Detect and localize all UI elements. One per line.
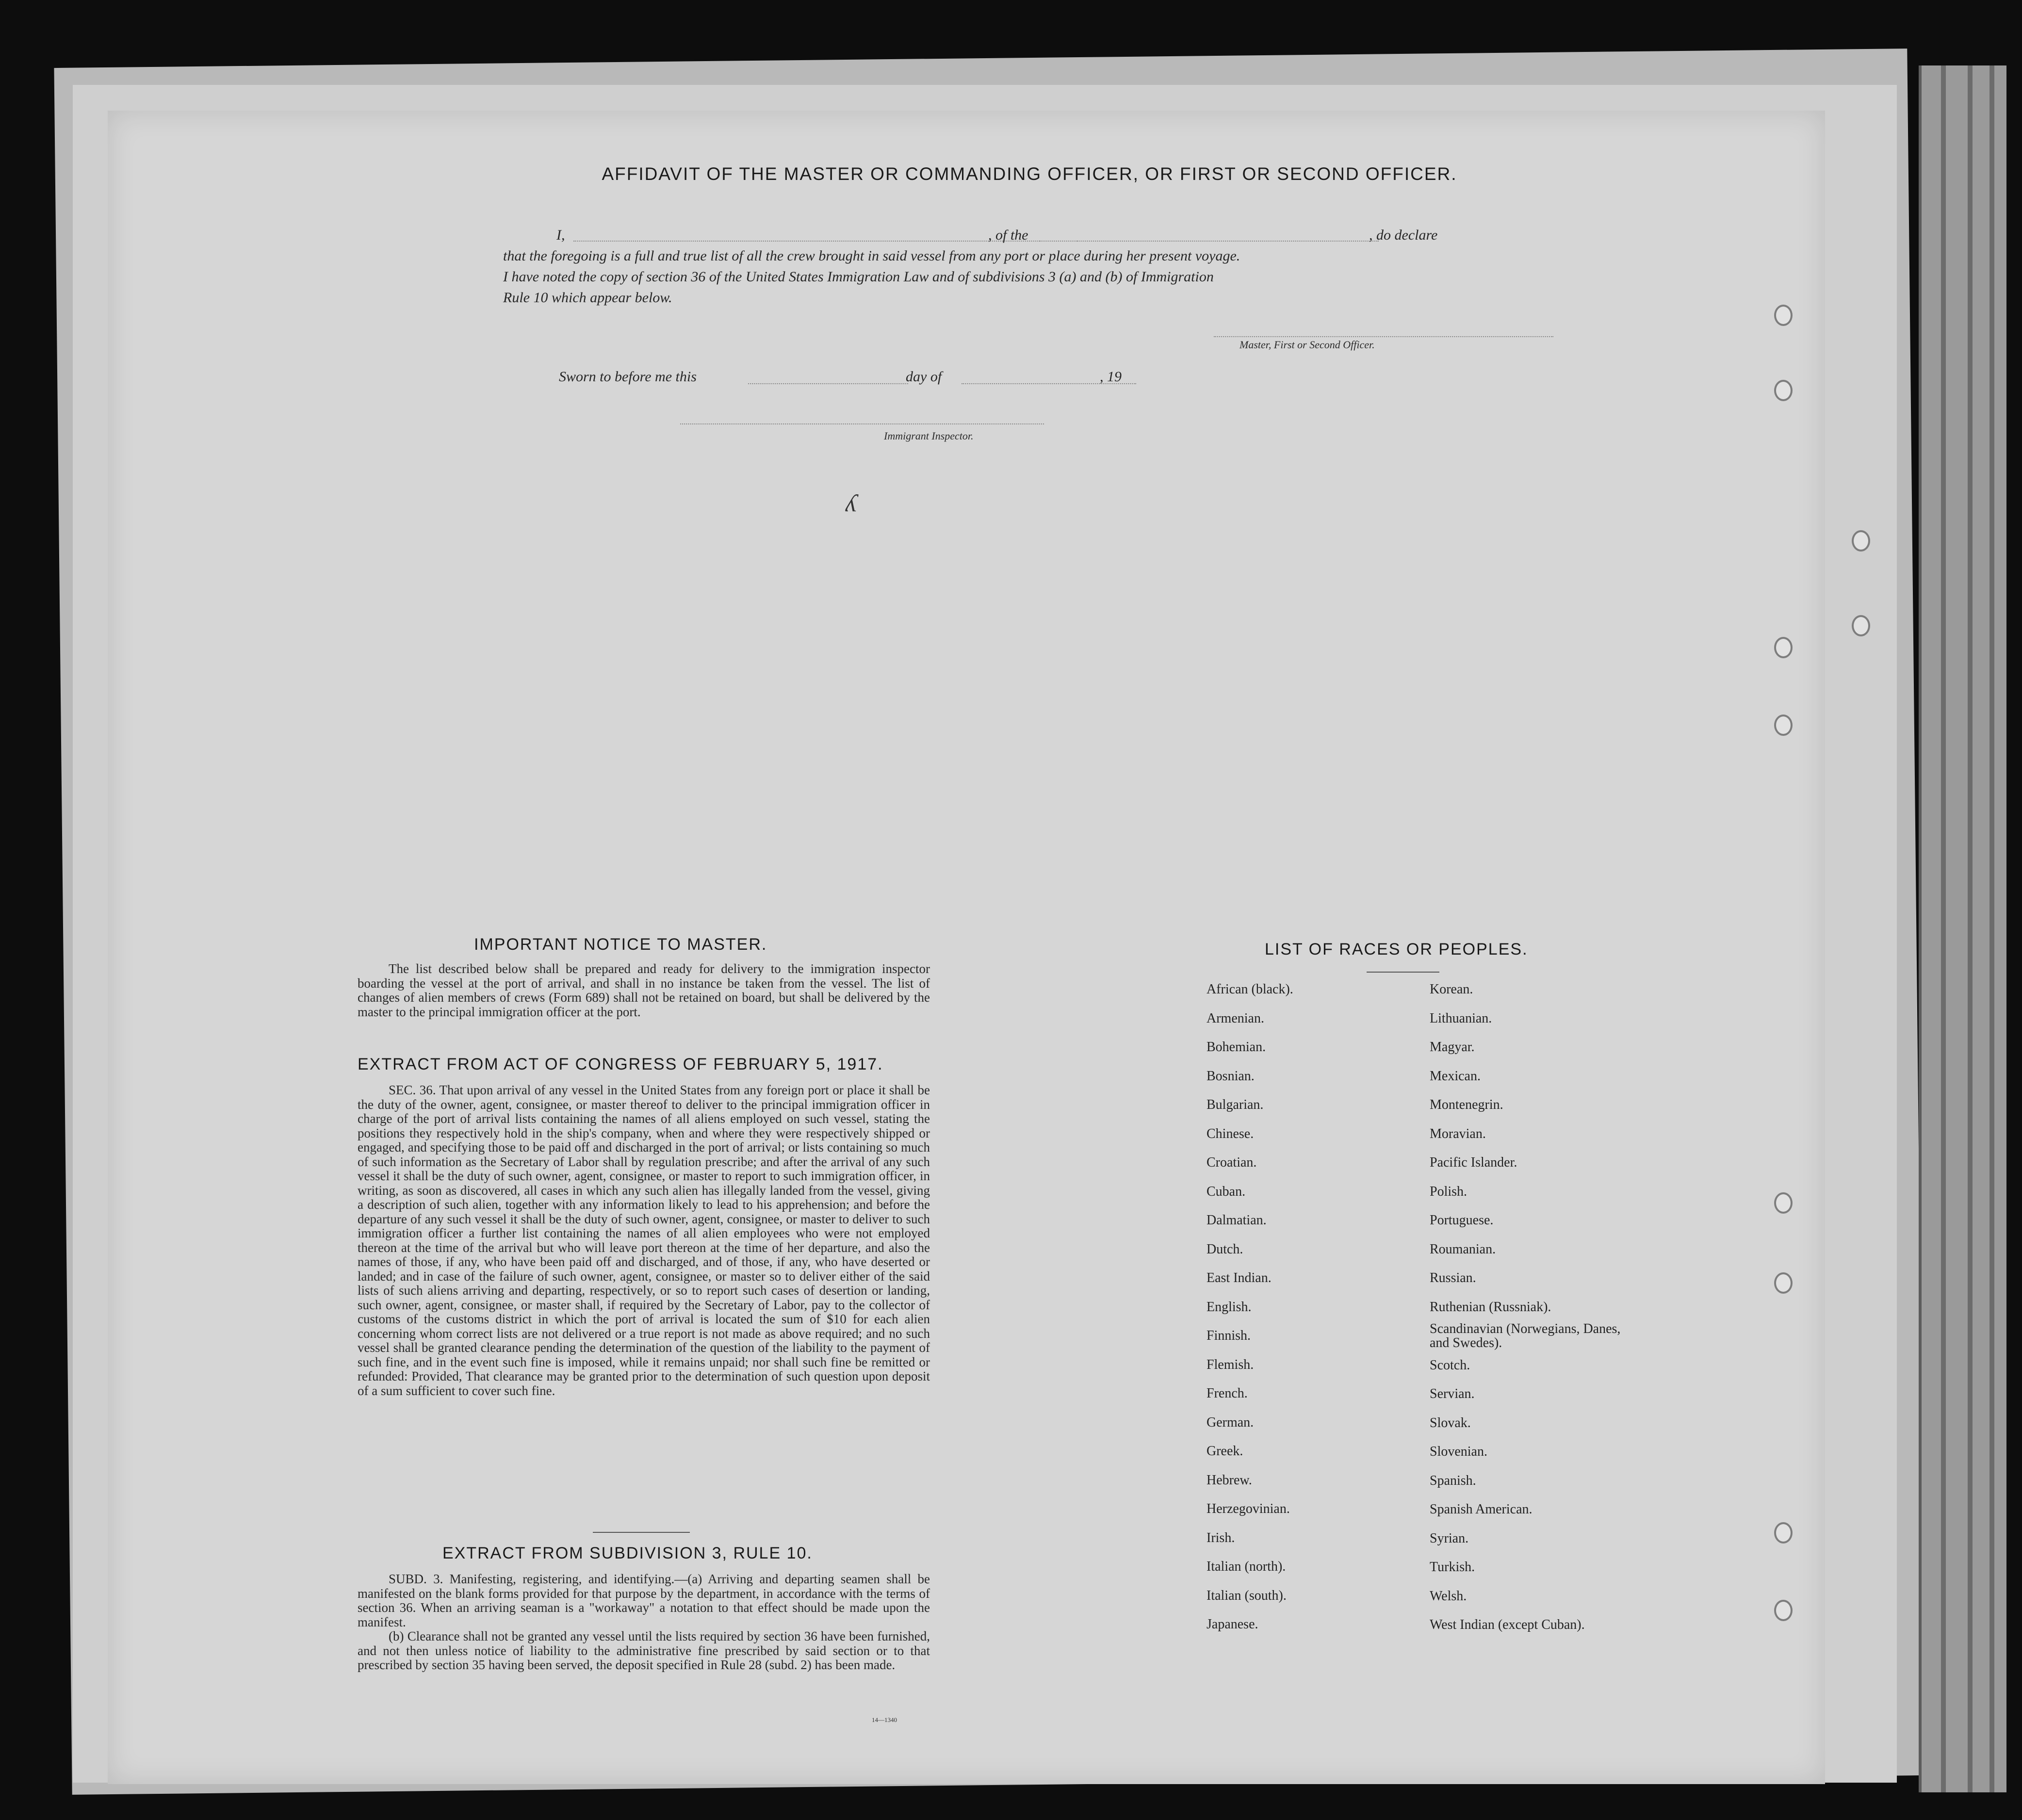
race-item: Polish. xyxy=(1430,1184,1468,1199)
day-of-text: day of xyxy=(906,369,942,385)
pencil-mark: ʎ xyxy=(845,489,857,517)
race-item: Magyar. xyxy=(1430,1040,1475,1055)
race-item: Finnish. xyxy=(1207,1328,1251,1343)
race-item: Spanish. xyxy=(1430,1473,1476,1488)
notice-paragraph: The list described below shall be prepared and ready for delivery to the immigration inspector boarding the vessel at the port of arrival, and shall in no instance be taken from the vessel. The list of changes of alien members of crews (Form 689) shall not be retained on board, but shall be delivered by the master to the principal immigration officer at the port. xyxy=(358,961,930,1019)
race-item: Greek. xyxy=(1207,1444,1243,1459)
races-right-column xyxy=(1430,975,1633,1640)
race-item: Herzegovinian. xyxy=(1207,1501,1290,1516)
race-item: Korean. xyxy=(1430,982,1473,997)
affidavit-line2: that the foregoing is a full and true list of all the crew brought in said vessel from any port or place during her present voyage. xyxy=(503,248,1240,264)
race-item: Japanese. xyxy=(1207,1617,1258,1632)
act-paragraph: SEC. 36. That upon arrival of any vessel in the United States from any foreign port or place it shall be the duty of the owner, agent, consignee, or master thereof to deliver to the principal immigration officer in charge of the port of arrival lists containing the names of all aliens employed on such vessel, stating the positions they respectively hold in the ship's company, when and where they were respectively shipped or engaged, and specifying those to be paid off and discharged in the port of arrival; or lists containing so much of such information as the Secretary of Labor shall by regulation prescribe; and after the arrival of any such vessel it shall be the duty of such owner, agent, consignee, or master to report to such immigration officer, in writing, as soon as discovered, all cases in which any such alien has illegally landed from the vessel, giving a description of such alien, together with any information likely to lead to his apprehension; and before the departure of any such vessel it shall be the duty of such owner, agent, consignee, or master to deliver to such immigration officer a further list containing the names of all alien employees who were not employed thereon at the time of the arrival but who will leave port thereon at the time of her departure, and also the names of those, if any, who have been paid off and discharged, and of those, if any, who have deserted or landed; and in case of the failure of such owner, agent, consignee, or master so to deliver either of the said lists of such aliens arriving and departing, respectively, or so to report such cases of desertion or landing, such owner, agent, consignee, or master shall, if required by the Secretary of Labor, pay to the collector of customs of the customs district in which the port of arrival is located the sum of $10 for each alien concerning whom correct lists are not delivered or a true report is not made as above required; and no such vessel shall be granted clearance pending the determination of the question of the liability to the payment of such fine, and in the event such fine is imposed, while it remains unpaid; nor shall such fine be remitted or refunded: Provided, That clearance may be granted prior to the determination of such question upon deposit of a sum sufficient to cover such fine. xyxy=(358,1083,930,1398)
race-item: Turkish. xyxy=(1430,1560,1475,1575)
affidavit-declare: , do declare xyxy=(1369,227,1438,243)
punch-hole xyxy=(1852,615,1870,636)
affidavit-page xyxy=(108,111,1825,1784)
rule-heading: EXTRACT FROM SUBDIVISION 3, RULE 10. xyxy=(442,1544,813,1562)
race-item: Italian (south). xyxy=(1207,1588,1287,1603)
races-heading: LIST OF RACES OR PEOPLES. xyxy=(1265,940,1528,959)
races-left-column xyxy=(1207,975,1293,1639)
race-item: Bohemian. xyxy=(1207,1040,1266,1055)
race-item: Ruthenian (Russniak). xyxy=(1430,1299,1551,1315)
form-number: 14—1340 xyxy=(872,1716,897,1723)
race-item: Croatian. xyxy=(1207,1155,1257,1170)
inspector-label: Immigrant Inspector. xyxy=(884,430,974,442)
rule-paragraph-b: (b) Clearance shall not be granted any vessel until the lists required by section 36 have been furnished, and not then unless notice of liability to the administrative fine prescribed by said section or to that prescribed by section 35 having been served, the deposit specified in Rule 28 (subd. 2) has been made. xyxy=(358,1629,930,1672)
punch-hole xyxy=(1774,305,1793,326)
race-item: Mexican. xyxy=(1430,1068,1481,1084)
race-item: Bulgarian. xyxy=(1207,1097,1264,1112)
race-item: Flemish. xyxy=(1207,1357,1254,1372)
affidavit-title: AFFIDAVIT OF THE MASTER OR COMMANDING OFFICER, OR FIRST OR SECOND OFFICER. xyxy=(602,164,1457,184)
divider xyxy=(593,1532,690,1533)
blank-inspector xyxy=(680,423,1044,424)
race-item: Scotch. xyxy=(1430,1357,1470,1373)
race-item: Chinese. xyxy=(1207,1126,1254,1141)
race-item: Armenian. xyxy=(1207,1010,1264,1026)
race-item: Scandinavian (Norwegians, Danes, and Swedes). xyxy=(1430,1321,1621,1350)
race-item: English. xyxy=(1207,1299,1252,1315)
race-item: Moravian. xyxy=(1430,1126,1486,1141)
race-item: Roumanian. xyxy=(1430,1241,1496,1257)
race-item: Pacific Islander. xyxy=(1430,1155,1517,1170)
punch-hole xyxy=(1774,637,1793,658)
race-item: Hebrew. xyxy=(1207,1472,1252,1488)
race-item: Dalmatian. xyxy=(1207,1213,1267,1228)
rule-paragraph-a: SUBD. 3. Manifesting, registering, and identifying.—(a) Arriving and departing seamen shall be manifested on the blank forms provided for that purpose by the department, in accordance with the terms of section 36. When an arriving seaman is a "workaway" a notation to that effect should be made upon the manifest. xyxy=(358,1572,930,1629)
punch-hole xyxy=(1852,530,1870,552)
binder-edge xyxy=(1919,65,2006,1792)
divider xyxy=(1367,972,1439,973)
rule-text xyxy=(358,1572,930,1673)
act-text xyxy=(358,1083,930,1398)
punch-hole xyxy=(1774,1272,1793,1294)
affidavit-line3: I have noted the copy of section 36 of the United States Immigration Law and of subdivisions 3 (a) and (b) of Immigration xyxy=(503,269,1214,285)
race-item: Spanish American. xyxy=(1430,1502,1533,1517)
punch-hole xyxy=(1774,1192,1793,1214)
blank-vessel xyxy=(1039,241,1379,242)
punch-hole xyxy=(1774,715,1793,736)
affidavit-line4: Rule 10 which appear below. xyxy=(503,290,672,306)
race-item: East Indian. xyxy=(1207,1270,1272,1285)
race-item: Servian. xyxy=(1430,1386,1475,1401)
race-item: Bosnian. xyxy=(1207,1068,1255,1084)
race-item: African (black). xyxy=(1207,982,1293,997)
punch-hole xyxy=(1774,1522,1793,1544)
race-item: Montenegrin. xyxy=(1430,1097,1503,1112)
blank-day xyxy=(748,383,908,384)
signature-label: Master, First or Second Officer. xyxy=(1239,339,1375,351)
race-item: Russian. xyxy=(1430,1270,1476,1285)
race-item: French. xyxy=(1207,1386,1248,1401)
race-item: Portuguese. xyxy=(1430,1213,1494,1228)
race-item: Irish. xyxy=(1207,1530,1235,1545)
punch-hole xyxy=(1774,1600,1793,1621)
notice-text xyxy=(358,962,930,1019)
race-item: Italian (north). xyxy=(1207,1559,1286,1574)
race-item: German. xyxy=(1207,1414,1254,1430)
affidavit-of-the: , of the xyxy=(988,227,1028,243)
notice-heading: IMPORTANT NOTICE TO MASTER. xyxy=(474,935,767,954)
race-item: Slovenian. xyxy=(1430,1444,1487,1459)
race-item: Cuban. xyxy=(1207,1184,1246,1199)
race-item: Lithuanian. xyxy=(1430,1010,1492,1026)
act-heading: EXTRACT FROM ACT OF CONGRESS OF FEBRUARY 5, 1917. xyxy=(358,1055,883,1073)
punch-hole xyxy=(1774,380,1793,401)
sworn-text: Sworn to before me this xyxy=(559,369,697,385)
affidavit-i: I, xyxy=(556,227,565,243)
race-item: West Indian (except Cuban). xyxy=(1430,1617,1585,1632)
race-item: Dutch. xyxy=(1207,1241,1243,1257)
blank-signature xyxy=(1214,336,1553,337)
race-item: Slovak. xyxy=(1430,1415,1471,1430)
year-text: , 19 xyxy=(1100,369,1122,385)
race-item: Syrian. xyxy=(1430,1530,1469,1546)
race-item: Welsh. xyxy=(1430,1588,1467,1604)
